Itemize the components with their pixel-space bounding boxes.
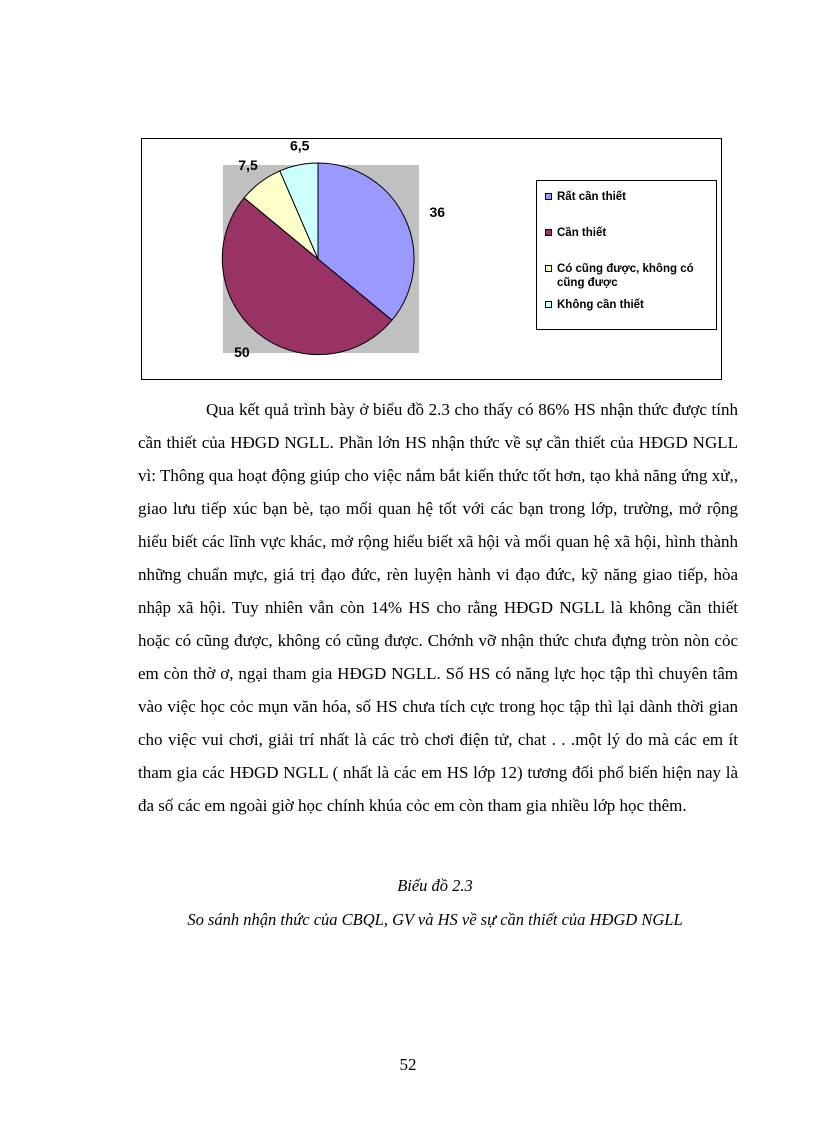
- legend-swatch: [545, 301, 552, 308]
- body-text: [138, 393, 738, 822]
- body-paragraph: Qua kết quả trình bày ở biểu đồ 2.3 cho thấy có 86% HS nhận thức được tính cần thiết của HĐGD NGLL. Phần lớn HS nhận thức về sự cần thiết của HĐGD NGLL vì: Thông qua hoạt động giúp cho việc nắm bắt kiến thức tốt hơn, tạo khả năng ứng xử,, giao lưu tiếp xúc bạn bè, tạo mối quan hệ tốt với các bạn trong lớp, trường, mở rộng hiểu biết các lĩnh vực khác, mở rộng hiểu biết xã hội và mối quan hệ xã hội, hình thành những chuẩn mực, giá trị đạo đức, rèn luyện hành vi đạo đức, kỹ năng giao tiếp, hòa nhập xã hội. Tuy nhiên vẫn còn 14% HS cho rằng HĐGD NGLL là không cần thiết hoặc có cũng được, không có cũng được. Chớnh vỡ nhận thức chưa đựng tròn nòn cỏc em còn thờ ơ, ngại tham gia HĐGD NGLL. Số HS có năng lực học tập thì chuyên tâm vào việc học cỏc mụn văn hóa, số HS chưa tích cực trong học tập thì lại dành thời gian cho việc vui chơi, giải trí nhất là các trò chơi điện tử, chat . . .một lý do mà các em ít tham gia các HĐGD NGLL ( nhất là các em HS lớp 12) tương đối phổ biến hiện nay là đa số các em ngoài giờ học chính khúa cỏc em còn tham gia nhiều lớp học thêm.: [138, 400, 738, 815]
- figure-caption-number: Biểu đồ 2.3: [397, 876, 473, 895]
- legend-swatch: [545, 265, 552, 272]
- legend-label: Cần thiết: [557, 227, 607, 239]
- legend-item-co-cung-duoc: [545, 262, 713, 290]
- data-label: 7,5: [238, 157, 258, 173]
- legend-label: Có cũng được, không có cũng được: [557, 263, 694, 289]
- data-label: 6,5: [289, 139, 310, 154]
- legend-item-khong-can-thiet: [545, 298, 713, 312]
- page-number: 52: [399, 1055, 417, 1074]
- data-label: 50: [234, 343, 250, 360]
- legend-label: Không cần thiết: [557, 299, 644, 311]
- legend-item-rat-can-thiet: [545, 190, 713, 204]
- legend-item-can-thiet: [545, 226, 713, 240]
- figure-caption-title: So sánh nhận thức của CBQL, GV và HS về sự cần thiết của HĐGD NGLL: [187, 910, 683, 929]
- legend-label: Rất cần thiết: [557, 191, 627, 203]
- legend-swatch: [545, 229, 552, 236]
- legend-swatch: [545, 193, 552, 200]
- data-label: 36: [429, 204, 446, 221]
- chart-legend: [536, 180, 717, 330]
